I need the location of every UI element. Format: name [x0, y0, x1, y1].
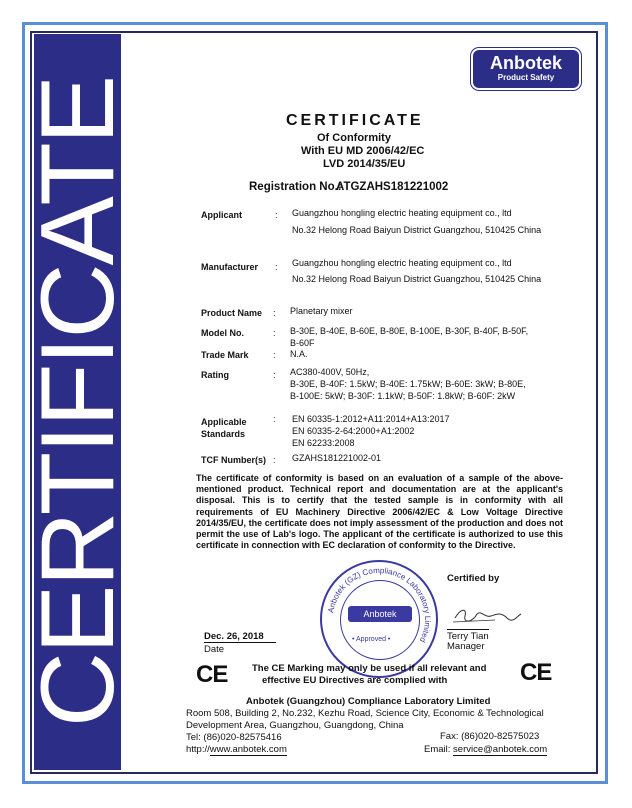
signature-image: [451, 604, 523, 626]
manufacturer-address: No.32 Helong Road Baiyun District Guangzhou, 510425 China: [292, 274, 542, 284]
model-line-2: B-60F: [290, 338, 315, 348]
trade-colon: :: [273, 350, 276, 360]
ce-note-line-2: effective EU Directives are complied with: [262, 675, 448, 686]
ce-note-line-1: The CE Marking may only be used if all relevant and: [252, 663, 487, 674]
model-line-1: B-30E, B-40E, B-60E, B-80E, B-100E, B-30F, B-40F, B-50F,: [290, 326, 529, 336]
footer-tel: Tel: (86)020-82575416: [186, 732, 282, 743]
standard-item: EN 60335-2-64:2000+A1:2002: [292, 426, 415, 436]
product-colon: :: [273, 308, 276, 318]
compliance-stamp: [320, 560, 438, 678]
rating-label: Rating: [201, 370, 229, 380]
website-prefix: http://: [186, 744, 210, 755]
tcf-colon: :: [273, 455, 276, 465]
applicant-name: Guangzhou hongling electric heating equipment co., ltd: [292, 208, 512, 218]
side-banner-text: CERTIFICATE: [19, 76, 136, 728]
rating-line-3: B-100E: 5kW; B-30F: 1.1kW; B-50F: 1.8kW; B-60F: 2kW: [290, 391, 516, 401]
trade-mark-label: Trade Mark: [201, 350, 249, 360]
logo-tagline: Product Safety: [497, 73, 555, 82]
manufacturer-label: Manufacturer: [201, 262, 259, 272]
standards-colon: :: [273, 414, 276, 424]
standards-label-2: Standards: [201, 429, 246, 439]
rating-line-1: AC380-400V, 50Hz,: [290, 367, 370, 377]
footer-email[interactable]: [424, 744, 547, 755]
applicant-address: No.32 Helong Road Baiyun District Guangzhou, 510425 China: [292, 225, 542, 235]
tcf-label: TCF Number(s): [201, 455, 266, 465]
certificate-title: CERTIFICATE: [286, 112, 424, 129]
date-label: Date: [204, 644, 225, 655]
footer-website[interactable]: [186, 744, 287, 755]
footer-address-2: Development Area, Guangzhou, Guangdong, China: [186, 720, 404, 731]
manufacturer-name: Guangzhou hongling electric heating equipment co., ltd: [292, 258, 512, 268]
model-colon: :: [273, 328, 276, 338]
registration-label: Registration No.:: [249, 181, 342, 193]
issue-date: Dec. 26, 2018: [204, 631, 276, 643]
anbotek-logo: [473, 50, 579, 88]
subtitle-md-directive: With EU MD 2006/42/EC: [301, 145, 425, 157]
website-link[interactable]: www.anbotek.com: [209, 744, 287, 755]
certified-by-label: Certified by: [447, 573, 500, 584]
logo-name: Anbotek: [490, 53, 562, 73]
applicant-colon: :: [275, 210, 278, 220]
tcf-number: GZAHS181221002-01: [292, 453, 382, 463]
stamp-ring-label: Anbotek (GZ) Compliance Laboratory Limited: [326, 565, 433, 644]
conformity-statement: The certificate of conformity is based on an evaluation of a sample of the above-mentioned product. Technical report and documentation are at the applicant's disposal. This is to certify that the tested sample is in conformity with all requirements of EU Machinery Directive 2006/42/EC & Low Voltage Directive 2014/35/EU, the certificate does not imply assessment of the production and does not permit the use of Lab's logo. The applicant of the certificate is authorized to use this certificate in connection with EC declaration of conformity to the Directive.: [196, 473, 563, 551]
manufacturer-colon: :: [275, 262, 278, 272]
stamp-badge: Anbotek: [348, 606, 412, 622]
stamp-approved: • Approved •: [352, 636, 391, 643]
standards-label-1: Applicable: [201, 417, 247, 427]
signatory-role: Manager: [447, 641, 485, 652]
model-label: Model No.: [201, 328, 244, 338]
subtitle-conformity: Of Conformity: [317, 132, 391, 144]
applicant-label: Applicant: [201, 210, 243, 220]
product-name: Planetary mixer: [290, 306, 353, 316]
side-banner: [19, 34, 136, 770]
email-link[interactable]: service@anbotek.com: [453, 744, 548, 755]
footer-fax: Fax: (86)020-82575023: [440, 731, 540, 742]
trade-mark-value: N.A.: [290, 349, 308, 359]
footer-company: Anbotek (Guangzhou) Compliance Laboratory Limited: [246, 696, 491, 707]
subtitle-lvd-directive: LVD 2014/35/EU: [323, 158, 406, 170]
standard-item: EN 60335-1:2012+A11:2014+A13:2017: [292, 414, 450, 424]
signatory-name: Terry Tian: [447, 631, 489, 642]
ce-mark-right: CE: [520, 659, 552, 686]
ce-mark-left: CE: [196, 661, 228, 688]
footer-address-1: Room 508, Building 2, No.232, Kezhu Road, Science City, Economic & Technological: [186, 708, 544, 719]
rating-line-2: B-30E, B-40F: 1.5kW; B-40E: 1.75kW; B-60E: 3kW; B-80E,: [290, 379, 526, 389]
registration-number: ATGZAHS181221002: [336, 181, 449, 193]
email-prefix: Email:: [424, 744, 454, 755]
standard-item: EN 62233:2008: [292, 438, 355, 448]
rating-colon: :: [273, 370, 276, 380]
product-name-label: Product Name: [201, 308, 263, 318]
